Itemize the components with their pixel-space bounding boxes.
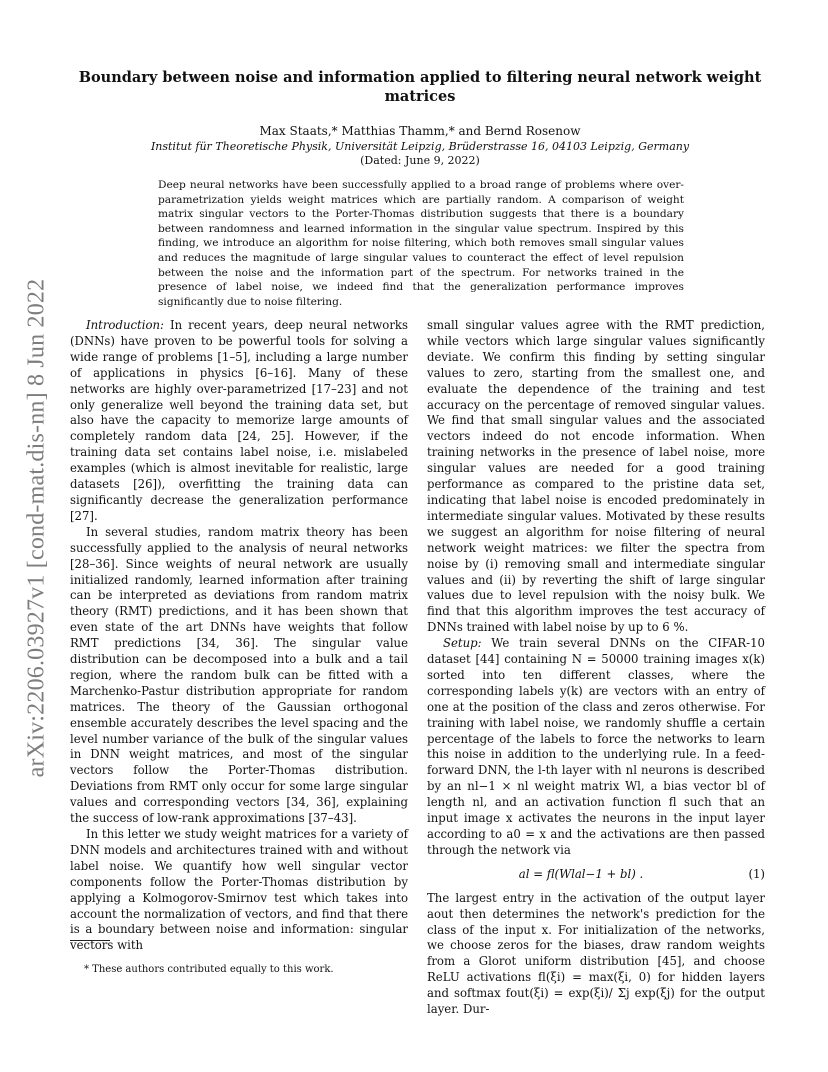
rmt-paragraph: In several studies, random matrix theory has been successfully applied to the analysis of neural networks [28–36]. Since weights of neural network are usually initialized randomly, learned information after training can be interpreted as deviations from random matrix theory (RMT) predictions, and it has been shown that even state of the art DNNs have weights that follow RMT predictions [34, 36]. The singular value distribution can be decomposed into a bulk and a tail region, where the random bulk can be fitted with a Marchenko-Pastur distribution appropriate for random matrices. The theory of the Gaussian orthogonal ensemble accurately describes the level spacing and the level number variance of the bulk of the singular values in DNN weight matrices, and most of the singular vectors follow the Porter-Thomas distribution. Deviations from RMT only occur for some large singular values and corresponding vectors [34, 36], explaining the success of low-rank approximations [37–43]. xyxy=(70,524,408,826)
right-column xyxy=(427,318,765,1017)
continuation-paragraph: small singular values agree with the RMT prediction, while vectors which large singular values significantly deviate. We confirm this finding by setting singular values to zero, starting from the smallest one, and evaluate the dependence of the training and test accuracy on the percentage of removed singular values. We find that small singular values and the associated vectors indeed do not encode information. When training networks in the presence of label noise, more singular values are needed for a good training performance as compared to the pristine data set, indicating that label noise is encoded predominately in intermediate singular values. Motivated by these results we suggest an algorithm for noise filtering of neural network weight matrices: we filter the spectra from noise by (i) removing small and intermediate singular values and (ii) by reverting the shift of large singular values due to level repulsion with the noisy bulk. We find that this algorithm improves the test accuracy of DNNs trained with label noise by up to 6 %. xyxy=(427,318,765,635)
authors: Max Staats,* Matthias Thamm,* and Bernd Rosenow xyxy=(259,124,581,138)
date-line: (Dated: June 9, 2022) xyxy=(360,154,480,167)
setup-text: We train several DNNs on the CIFAR-10 dataset [44] containing N = 50000 training images x(k) sorted into ten different classes, where the corresponding labels y(k) are vectors with an entry of one at the position of the class and zeros otherwise. For training with label noise, we randomly shuffle a certain percentage of the labels to force the networks to learn this noise in addition to the underlying rule. In a feed-forward DNN, the l-th layer with nl neurons is described by an nl−1 × nl weight matrix Wl, a bias vector bl of length nl, and an activation function fl such that an input image x activates the neurons in the input layer according to a0 = x and the activations are then passed through the network via xyxy=(427,636,765,857)
setup-runin-heading: Setup: xyxy=(443,636,482,651)
equation-number: (1) xyxy=(748,866,765,881)
left-column xyxy=(70,318,408,953)
arxiv-identifier: arXiv:2206.03927v1 [cond-mat.dis-nn] 8 Jun 2022 xyxy=(23,278,50,778)
letter-paragraph: In this letter we study weight matrices for a variety of DNN models and architectures trained with and without label noise. We quantify how well singular vector components follow the Porter-Thomas distribution by applying a Kolmogorov-Smirnov test which takes into account the normalization of vectors, and find that there is a boundary between noise and information: singular vectors with xyxy=(70,827,408,953)
footnote: * These authors contributed equally to this work. xyxy=(84,964,334,975)
intro-paragraph xyxy=(70,318,408,525)
intro-text: In recent years, deep neural networks (DNNs) have proven to be powerful tools for solving a wide range of problems [1–5], including a large number of applications in physics [6–16]. Many of these networks are highly over-parametrized [17–23] and not only generalize well beyond the training data set, but also have the capacity to memorize large amounts of completely random data [24, 25]. However, if the training data set contains label noise, i.e. mislabeled examples (which is almost inevitable for realistic, large datasets [26]), overfitting the training data can significantly decrease the generalization performance [27]. xyxy=(70,318,408,523)
abstract: Deep neural networks have been successfully applied to a broad range of problems where over-parametrization yields weight matrices which are partially random. A comparison of weight matrix singular vectors to the Porter-Thomas distribution suggests that there is a boundary between randomness and learned information in the singular value spectrum. Inspired by this finding, we introduce an algorithm for noise filtering, which both removes small singular values and reduces the magnitude of large singular values to counteract the effect of level repulsion between the noise and the information part of the spectrum. For networks trained in the presence of label noise, we indeed find that the generalization performance improves significantly due to noise filtering. xyxy=(158,179,684,308)
arxiv-stamp xyxy=(22,248,52,808)
paper-title: Boundary between noise and information applied to filtering neural network weight matrices xyxy=(78,69,762,105)
intro-runin-heading: Introduction: xyxy=(86,318,164,332)
setup-paragraph xyxy=(427,636,765,859)
equation-body: al = fl(Wlal−1 + bl) . xyxy=(518,866,644,881)
output-layer-paragraph: The largest entry in the activation of the output layer aout then determines the network's prediction for the class of the input x. For initialization of the networks, we choose zeros for the biases, draw random weights from a Glorot uniform distribution [45], and choose ReLU activations fl(ξi) = max(ξi, 0) for hidden layers and softmax fout(ξi) = exp(ξi)/ Σj exp(ξj) for the output layer. Dur- xyxy=(427,890,765,1017)
footnote-rule xyxy=(70,940,110,941)
affiliation: Institut für Theoretische Physik, Universität Leipzig, Brüderstrasse 16, 04103 Leipzig, Germany xyxy=(150,140,690,153)
equation-1 xyxy=(427,867,765,883)
